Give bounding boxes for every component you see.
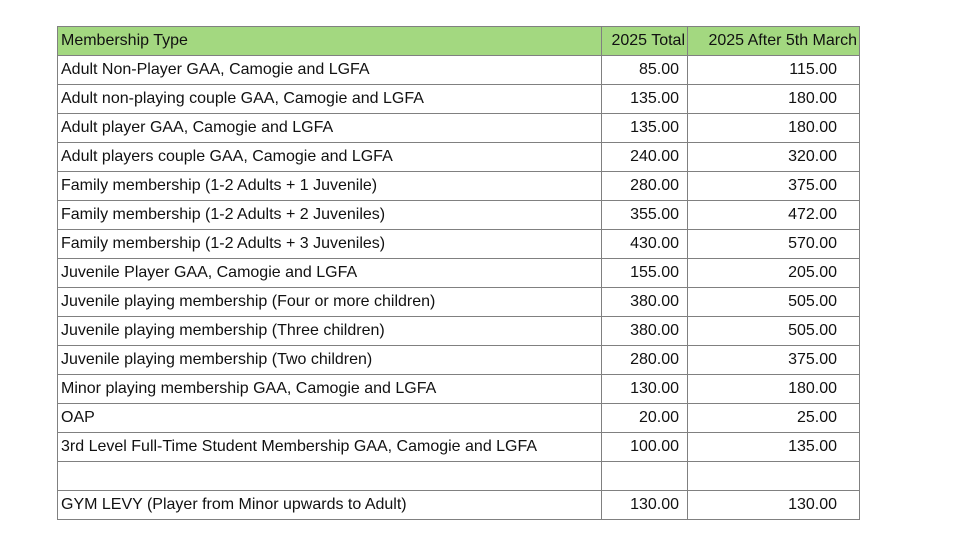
total-2025-cell: 135.00	[602, 114, 688, 143]
after-5th-march-cell: 505.00	[688, 288, 860, 317]
membership-type-cell: Family membership (1-2 Adults + 2 Juveniles)	[58, 201, 602, 230]
table-row	[58, 346, 860, 375]
header-2025-after-5th-march: 2025 After 5th March	[688, 27, 860, 56]
table-row	[58, 375, 860, 404]
table-row	[58, 259, 860, 288]
total-2025-cell: 240.00	[602, 143, 688, 172]
after-5th-march-cell: 180.00	[688, 114, 860, 143]
membership-type-cell: Adult Non-Player GAA, Camogie and LGFA	[58, 56, 602, 85]
total-2025-cell: 130.00	[602, 375, 688, 404]
table-row	[58, 201, 860, 230]
membership-type-cell: Juvenile playing membership (Two children)	[58, 346, 602, 375]
total-2025-cell: 135.00	[602, 85, 688, 114]
membership-type-cell: Family membership (1-2 Adults + 3 Juveniles)	[58, 230, 602, 259]
total-2025-cell: 380.00	[602, 317, 688, 346]
after-5th-march-cell: 375.00	[688, 346, 860, 375]
table-row	[58, 433, 860, 462]
total-2025-cell	[602, 462, 688, 491]
after-5th-march-cell: 25.00	[688, 404, 860, 433]
table-row	[58, 143, 860, 172]
total-2025-cell: 130.00	[602, 491, 688, 520]
after-5th-march-cell: 135.00	[688, 433, 860, 462]
membership-fees-table	[57, 26, 860, 520]
total-2025-cell: 85.00	[602, 56, 688, 85]
header-2025-total: 2025 Total	[602, 27, 688, 56]
total-2025-cell: 20.00	[602, 404, 688, 433]
after-5th-march-cell: 115.00	[688, 56, 860, 85]
table-body	[58, 56, 860, 520]
after-5th-march-cell: 505.00	[688, 317, 860, 346]
total-2025-cell: 155.00	[602, 259, 688, 288]
after-5th-march-cell: 130.00	[688, 491, 860, 520]
membership-type-cell: Juvenile Player GAA, Camogie and LGFA	[58, 259, 602, 288]
membership-type-cell: 3rd Level Full-Time Student Membership GAA, Camogie and LGFA	[58, 433, 602, 462]
after-5th-march-cell: 205.00	[688, 259, 860, 288]
table-row	[58, 114, 860, 143]
total-2025-cell: 355.00	[602, 201, 688, 230]
total-2025-cell: 280.00	[602, 346, 688, 375]
total-2025-cell: 380.00	[602, 288, 688, 317]
total-2025-cell: 430.00	[602, 230, 688, 259]
after-5th-march-cell: 180.00	[688, 85, 860, 114]
table-row	[58, 56, 860, 85]
table-row	[58, 462, 860, 491]
membership-type-cell: Juvenile playing membership (Three children)	[58, 317, 602, 346]
table-row	[58, 404, 860, 433]
after-5th-march-cell: 570.00	[688, 230, 860, 259]
membership-type-cell: Adult players couple GAA, Camogie and LGFA	[58, 143, 602, 172]
table-row	[58, 491, 860, 520]
membership-type-cell	[58, 462, 602, 491]
membership-type-cell: Minor playing membership GAA, Camogie and LGFA	[58, 375, 602, 404]
table-row	[58, 85, 860, 114]
table-row	[58, 317, 860, 346]
after-5th-march-cell: 472.00	[688, 201, 860, 230]
membership-type-cell: GYM LEVY (Player from Minor upwards to Adult)	[58, 491, 602, 520]
header-row	[58, 27, 860, 56]
after-5th-march-cell: 375.00	[688, 172, 860, 201]
membership-type-cell: Juvenile playing membership (Four or more children)	[58, 288, 602, 317]
total-2025-cell: 280.00	[602, 172, 688, 201]
after-5th-march-cell: 320.00	[688, 143, 860, 172]
membership-type-cell: Adult non-playing couple GAA, Camogie and LGFA	[58, 85, 602, 114]
after-5th-march-cell: 180.00	[688, 375, 860, 404]
total-2025-cell: 100.00	[602, 433, 688, 462]
table-row	[58, 172, 860, 201]
membership-type-cell: OAP	[58, 404, 602, 433]
after-5th-march-cell	[688, 462, 860, 491]
table-row	[58, 288, 860, 317]
table-row	[58, 230, 860, 259]
membership-type-cell: Adult player GAA, Camogie and LGFA	[58, 114, 602, 143]
header-membership-type: Membership Type	[58, 27, 602, 56]
membership-type-cell: Family membership (1-2 Adults + 1 Juvenile)	[58, 172, 602, 201]
